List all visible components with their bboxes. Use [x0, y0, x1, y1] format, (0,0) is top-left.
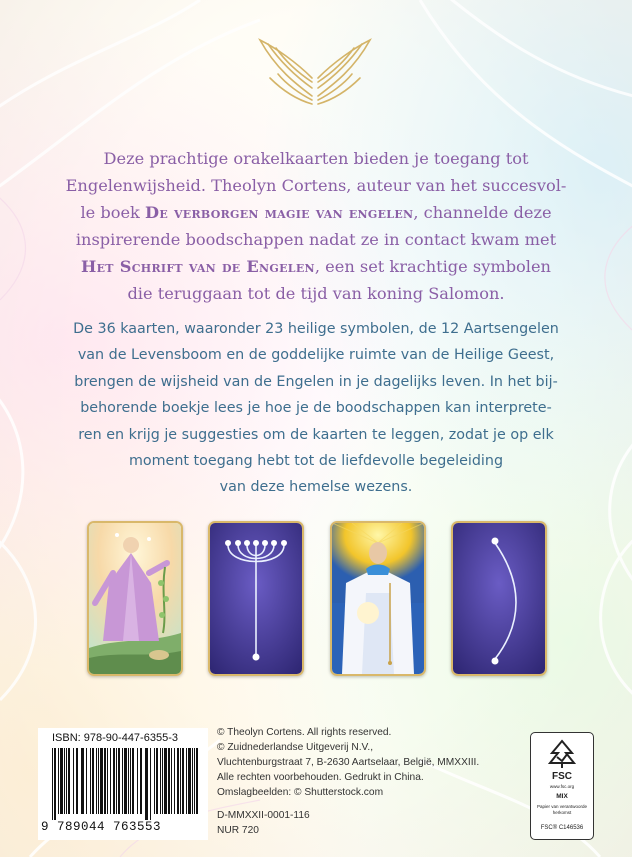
- fsc-label: [530, 732, 594, 840]
- description-line: brengen de wijsheid van de Engelen in je dagelijks leven. In het bij-: [74, 373, 558, 390]
- golden-halo-angel-card: [330, 521, 426, 676]
- description-line: van deze hemelse wezens.: [219, 479, 413, 496]
- copyright-publisher: © Zuidnederlandse Uitgeverij N.V.,: [217, 742, 374, 753]
- isbn-label: ISBN: 978-90-447-6355-3: [52, 732, 178, 744]
- script-title: Het Schrift van de Engelen: [81, 257, 315, 276]
- menorah-symbol-card: [208, 521, 304, 676]
- depot-code: D-MMXXII-0001-116: [217, 810, 310, 821]
- barcode: [52, 748, 202, 820]
- fsc-name: FSC: [552, 771, 572, 782]
- book-title: De verborgen magie van engelen: [144, 203, 414, 222]
- barcode-digits: 9 789044 763553: [41, 820, 162, 834]
- description-line: moment toegang hebt tot de liefdevolle begeleiding: [128, 453, 504, 470]
- intro-line: die teruggaan tot de tijd van koning Salomon.: [127, 284, 505, 303]
- rights-statement: Alle rechten voorbehouden. Gedrukt in China.: [217, 772, 424, 783]
- intro-line: Engelenwijsheid. Theolyn Cortens, auteur van het succesvol-: [65, 176, 567, 195]
- cover-image-credit: Omslagbeelden: © Shutterstock.com: [217, 787, 384, 798]
- description-paragraph: [50, 316, 582, 501]
- isbn-barcode-block: [38, 728, 208, 840]
- description-line: De 36 kaarten, waaronder 23 heilige symbolen, de 12 Aartsengelen: [73, 321, 559, 337]
- publisher-credits: [217, 725, 517, 838]
- angel-in-pink-robe-card: [87, 521, 183, 676]
- description-line: behorende boekje lees je hoe je de boodschappen kan interprete-: [80, 400, 552, 417]
- fsc-description: Papier van verantwoorde herkomst: [536, 804, 588, 815]
- fsc-tree-icon: [548, 739, 576, 769]
- intro-paragraph: [60, 145, 572, 307]
- arc-symbol-card: [451, 521, 547, 676]
- copyright-author: © Theolyn Cortens. All rights reserved.: [217, 727, 392, 738]
- intro-line: inspirerende boodschappen nadat ze in contact kwam met: [75, 230, 557, 249]
- fsc-mix: MIX: [556, 793, 568, 800]
- fsc-url: www.fsc.org: [549, 784, 575, 789]
- back-cover-footer: [0, 718, 632, 857]
- angel-wings-logo: [256, 34, 374, 114]
- intro-line: Deze prachtige orakelkaarten bieden je toegang tot: [103, 149, 529, 168]
- fsc-license-code: FSC® C146536: [540, 825, 584, 831]
- intro-line: Het Schrift van de Engelen, een set krachtige symbolen: [81, 257, 551, 276]
- intro-line: le boek De verborgen magie van engelen, channelde deze: [80, 203, 552, 222]
- description-line: ren en krijg je suggesties om de kaarten te leggen, zodat je op elk: [78, 426, 554, 443]
- nur-code: NUR 720: [217, 825, 259, 836]
- publisher-address: Vluchtenburgstraat 7, B-2630 Aartselaar, België, MMXXIII.: [217, 757, 480, 768]
- description-line: van de Levensboom en de goddelijke ruimte van de Heilige Geest,: [77, 347, 555, 364]
